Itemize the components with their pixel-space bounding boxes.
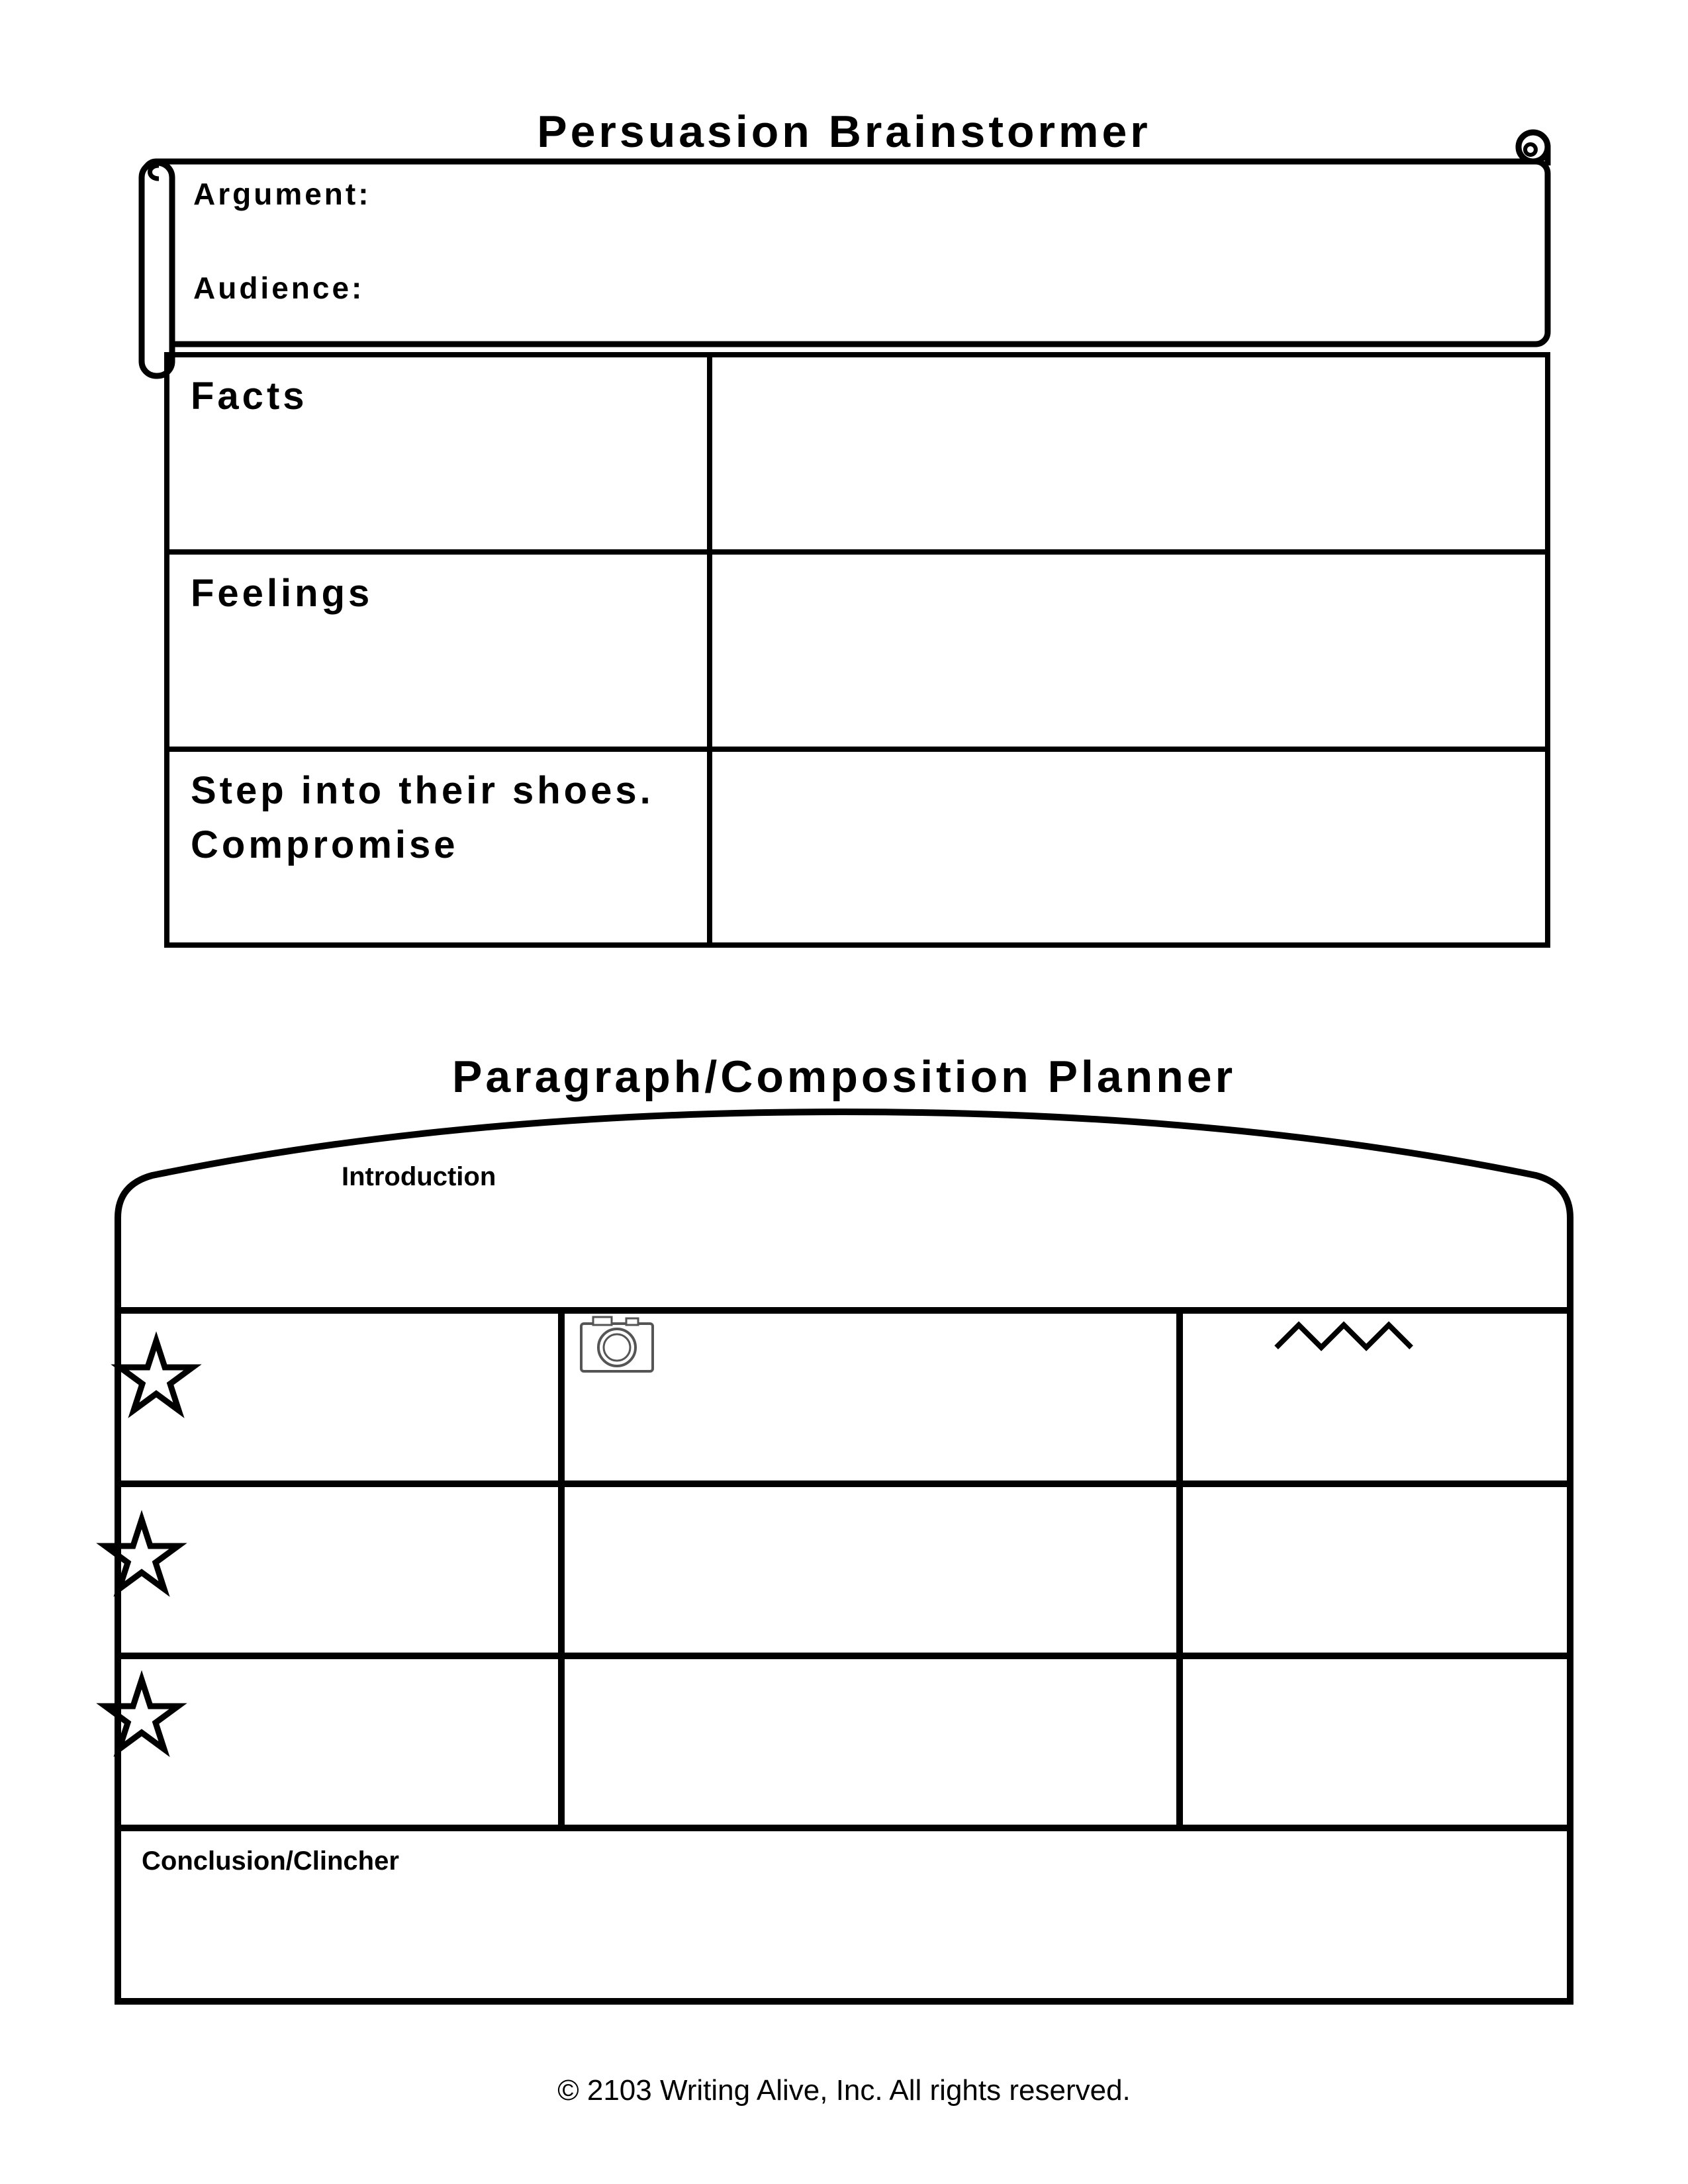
planner-title: Paragraph/Composition Planner [451, 1052, 1237, 1102]
argument-label: Argument: [193, 177, 371, 211]
copyright-text: © 2103 Writing Alive, Inc. All rights reserved. [557, 2074, 1131, 2107]
planner-cell-1-3[interactable] [1185, 1363, 1565, 1479]
planner-cell-2-3[interactable] [1185, 1490, 1565, 1651]
shoes-label: Step into their shoes. [191, 769, 654, 812]
conclusion-field[interactable] [126, 1886, 1562, 1996]
introduction-label: Introduction [342, 1162, 496, 1191]
planner-cell-2-2[interactable] [567, 1490, 1174, 1651]
facts-label: Facts [191, 375, 308, 418]
planner-cell-1-2[interactable] [662, 1317, 1174, 1479]
planner-cell-1-1[interactable] [199, 1317, 556, 1479]
planner-cell-3-3[interactable] [1185, 1662, 1565, 1823]
compromise-label: Compromise [191, 823, 459, 866]
feelings-label: Feelings [191, 572, 373, 615]
planner-cell-2-1[interactable] [199, 1490, 556, 1651]
audience-label: Audience: [193, 271, 365, 305]
introduction-field[interactable] [126, 1218, 1562, 1304]
planner-cell-3-2[interactable] [567, 1662, 1174, 1823]
conclusion-label: Conclusion/Clincher [142, 1846, 399, 1876]
planner-cell-3-1[interactable] [199, 1662, 556, 1823]
brainstormer-title: Persuasion Brainstormer [537, 107, 1151, 157]
